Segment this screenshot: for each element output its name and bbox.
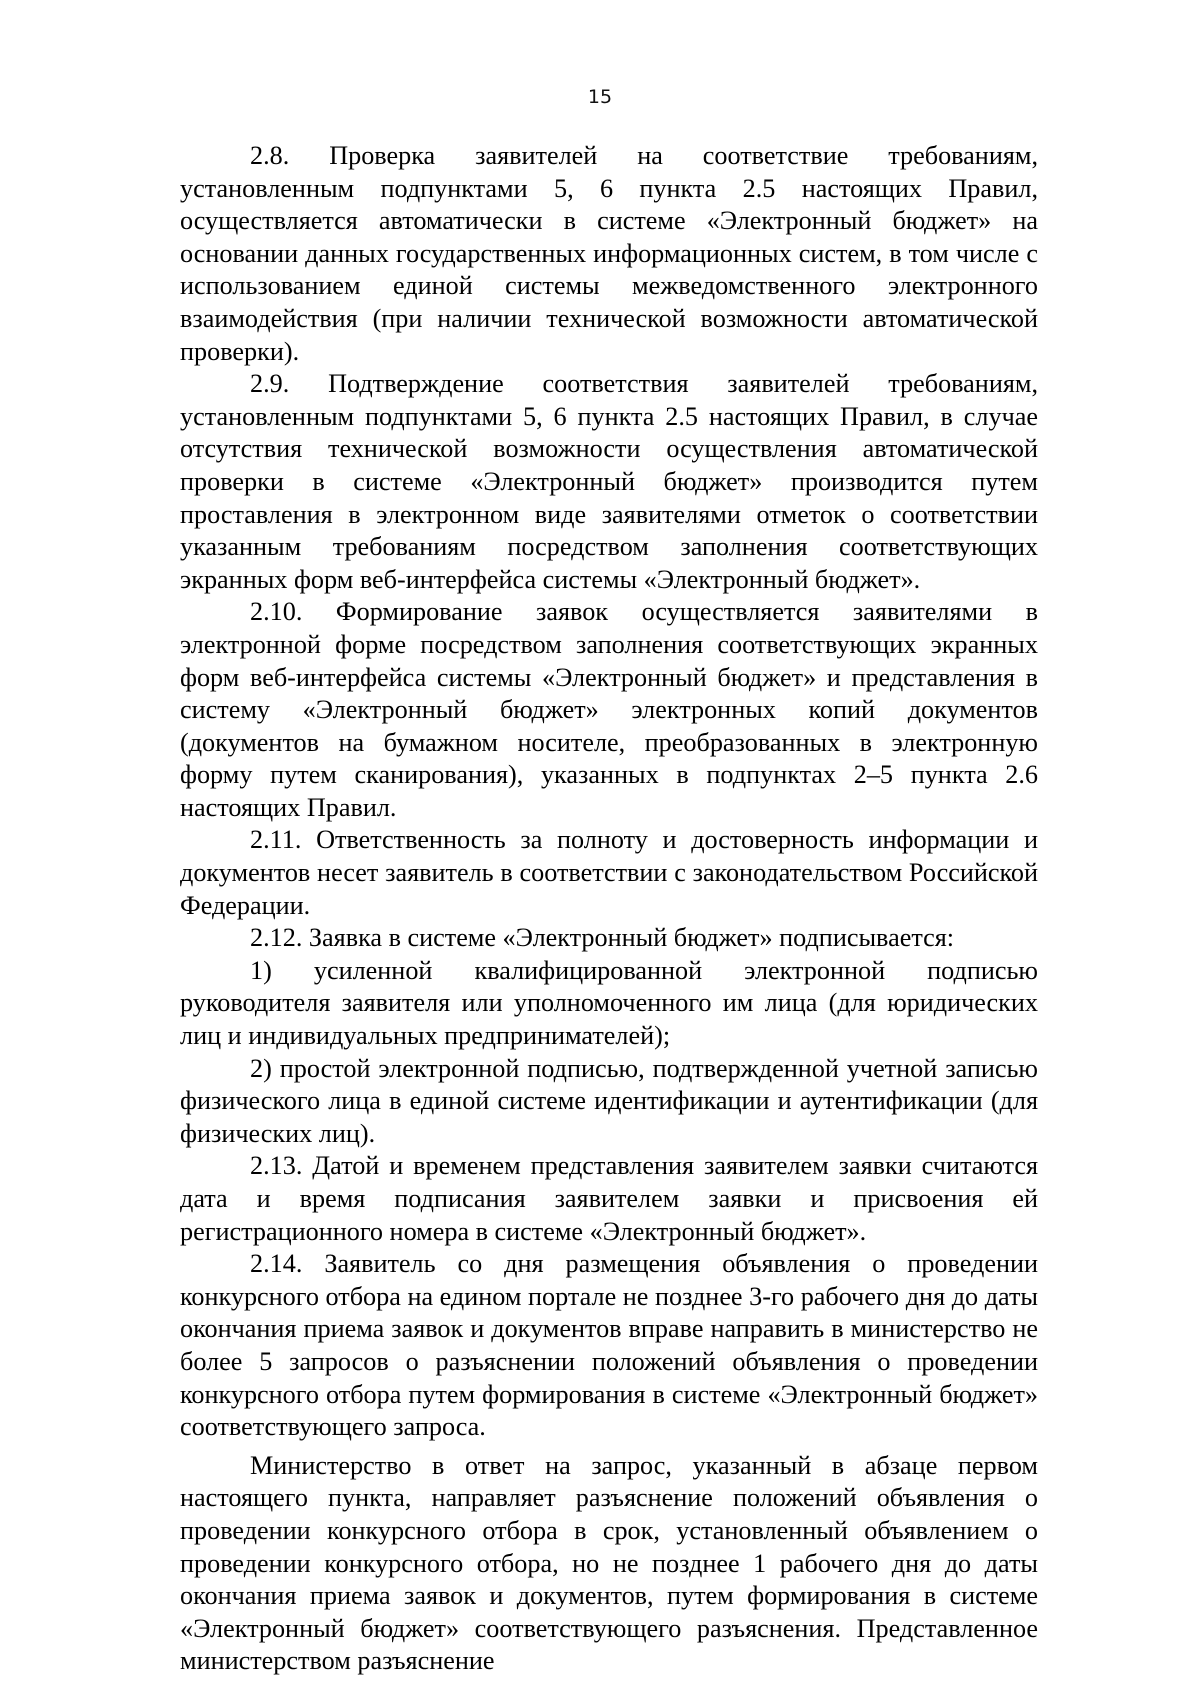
document-body xyxy=(180,140,1038,1678)
paragraph-2-11: 2.11. Ответственность за полноту и достоверность информации и документов несет заявитель в соответствии с законодательством Российской Федерации. xyxy=(180,825,1038,920)
paragraph-2-10: 2.10. Формирование заявок осуществляется заявителями в электронной форме посредством заполнения соответствующих экранных форм веб-интерфейса системы «Электронный бюджет» и представления в систему «Электронный бюджет» электронных копий документов (документов на бумажном носителе, преобразованных в электронную форму путем сканирования), указанных в подпунктах 2–5 пункта 2.6 настоящих Правил. xyxy=(180,597,1038,822)
paragraph-2-14-continuation: Министерство в ответ на запрос, указанный в абзаце первом настоящего пункта, направляет разъяснение положений объявления о проведении конкурсного отбора в срок, установленный объявлением о проведении конкурсного отбора, но не позднее 1 рабочего дня до даты окончания приема заявок и документов, путем формирования в системе «Электронный бюджет» соответствующего разъяснения. Представленное министерством разъяснение xyxy=(180,1450,1038,1676)
paragraph-2-12: 2.12. Заявка в системе «Электронный бюджет» подписывается: xyxy=(250,923,955,953)
paragraph-2-9: 2.9. Подтверждение соответствия заявителей требованиям, установленным подпунктами 5, 6 пункта 2.5 настоящих Правил, в случае отсутствия технической возможности осуществления автоматической проверки в системе «Электронный бюджет» производится путем проставления в электронном виде заявителями отметок о соответствии указанным требованиям посредством заполнения соответствующих экранных форм веб-интерфейса системы «Электронный бюджет». xyxy=(180,369,1038,594)
paragraph-2-8: 2.8. Проверка заявителей на соответствие требованиям, установленным подпунктами 5, 6 пункта 2.5 настоящих Правил, осуществляется автоматически в системе «Электронный бюджет» на основании данных государственных информационных систем, в том числе с использованием единой системы межведомственного электронного взаимодействия (при наличии технической возможности автоматической проверки). xyxy=(180,141,1038,366)
paragraph-2-12-item-1: 1) усиленной квалифицированной электронной подписью руководителя заявителя или уполномоченного им лица (для юридических лиц и индивидуальных предпринимателей); xyxy=(180,955,1038,1051)
paragraph-2-13: 2.13. Датой и временем представления заявителем заявки считаются дата и время подписания заявителем заявки и присвоения ей регистрационного номера в системе «Электронный бюджет». xyxy=(180,1151,1038,1246)
page-number: 15 xyxy=(587,86,613,108)
paragraph-2-14: 2.14. Заявитель со дня размещения объявления о проведении конкурсного отбора на едином портале не позднее 3-го рабочего дня до даты окончания приема заявок и документов вправе направить в министерство не более 5 запросов о разъяснении положений объявления о проведении конкурсного отбора путем формирования в системе «Электронный бюджет» соответствующего запроса. xyxy=(180,1249,1038,1442)
paragraph-2-12-item-2: 2) простой электронной подписью, подтвержденной учетной записью физического лица в единой системе идентификации и аутентификации (для физических лиц). xyxy=(180,1053,1038,1148)
